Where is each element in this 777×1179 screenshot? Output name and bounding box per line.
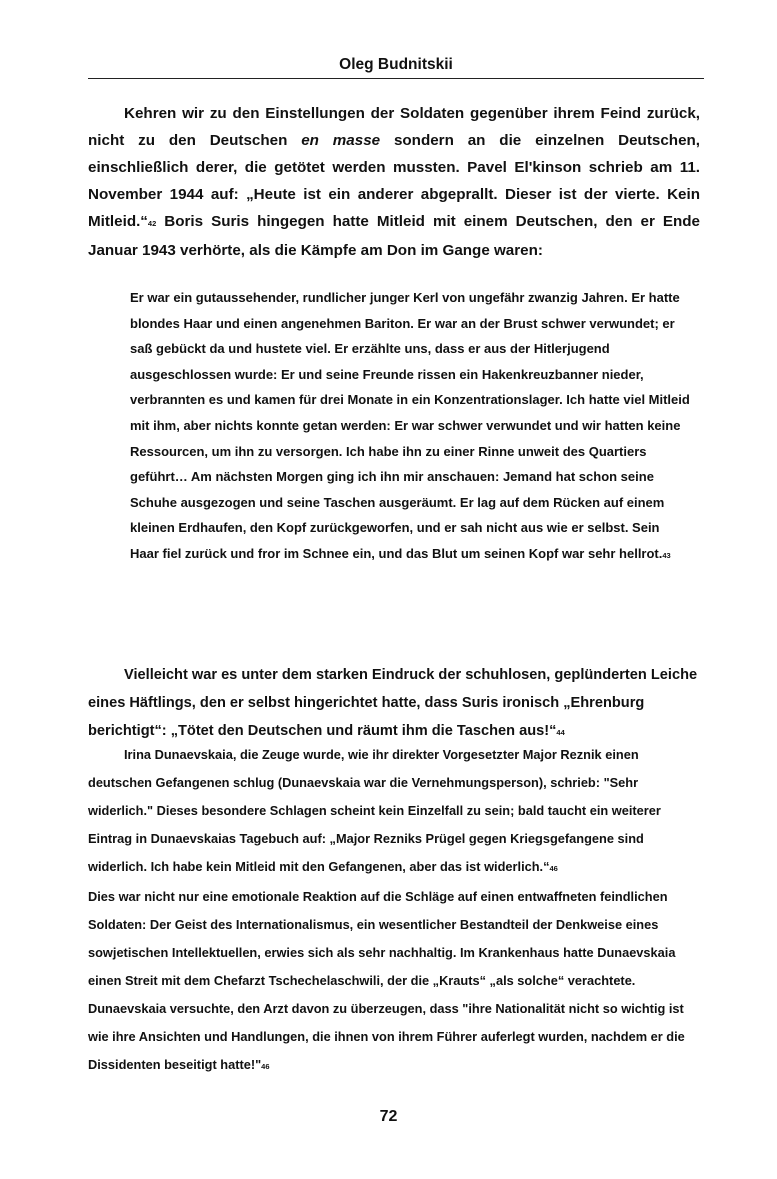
paragraph-2-text (88, 661, 700, 747)
page-header (88, 54, 704, 79)
footnote-ref-44: 44 (556, 728, 565, 737)
quote-body: Er war ein gutaussehender, rundlicher junger Kerl von ungefähr zwanzig Jahren. Er hatte blondes Haar und einen angenehmen Bariton. Er war an der Brust schwer verwundet; er saß gebückt da und hustete viel. Er erzählte uns, dass er aus der Hitlerjugend ausgeschlossen wurde: Er und seine Freunde rissen ein Hakenkreuzbanner nieder, verbrannten es und kamen für drei Monate in ein Konzentrationslager. Ich hatte viel Mitleid mit ihm, aber nichts konnte getan werden: Er war schwer verwundet und wir hatten keine Ressourcen, um ihn zu versorgen. Ich habe ihn zu einer Rinne unweit des Quartiers geführt… Am nächsten Morgen ging ich ihn mir anschauen: Jemand hat schon seine Schuhe ausgezogen und seine Taschen ausgeräumt. Er lag auf dem Rücken auf einem kleinen Erdhaufen, den Kopf zurückgeworfen, und er sah nicht aus wie er selbst. Sein Haar fiel zurück und fror im Schnee ein, und das Blut um seinen Kopf war sehr hellrot. (130, 290, 690, 561)
paragraph-3-body-2: Dies war nicht nur eine emotionale Reaktion auf die Schläge auf einen entwaffneten feindlichen Soldaten: Der Geist des Internationalismus, ein wesentlicher Bestandteil der Denkweise eines sowjetischen Intellektuellen, erwies sich als sehr nachhaltig. Im Krankenhaus hatte Dunaevskaia einen Streit mit dem Chefarzt Tschechelaschwili, der die „Krauts“ „als solche“ verachtete. Dunaevskaia versuchte, den Arzt davon zu überzeugen, dass "ihre Nationalität nicht so wichtig ist wie ihre Ansichten und Handlungen, die ihnen von ihrem Führer auferlegt wurden, nachdem er die Dissidenten beseitigt hatte!" (88, 889, 685, 1072)
block-quote-text (130, 285, 690, 569)
paragraph-1 (88, 100, 700, 264)
paragraph-1-emphasis: en masse (301, 132, 381, 149)
footnote-ref-46a: 46 (549, 864, 558, 873)
block-quote (130, 285, 690, 569)
paragraph-1-part-3: Boris Suris hingegen hatte Mitleid mit einem Deutschen, den er Ende Januar 1943 verhörte, als die Kämpfe am Don im Gange waren: (88, 213, 700, 259)
paragraph-3-text-2 (88, 883, 700, 1081)
paragraph-1-part-1: Kehren wir zu den Einstellungen der Soldaten gegenüber ihrem Feind zurück, nicht zu den Deutschen (88, 105, 700, 149)
paragraph-3 (88, 741, 700, 1081)
paragraph-1-text (88, 100, 700, 264)
page-number: 72 (379, 1108, 398, 1125)
author-name: Oleg Budnitskii (339, 56, 453, 73)
paragraph-2 (88, 661, 700, 747)
paragraph-1-part-2: sondern an die einzelnen Deutschen, einschließlich derer, die getötet werden mussten. Pavel El'kinson schrieb am 11. November 1944 auf: „Heute ist ein anderer abgeprallt. Dieser ist der vierte. Kein Mitleid.“ (88, 132, 701, 230)
paragraph-3-text-1 (88, 741, 700, 883)
paragraph-2-body: Vielleicht war es unter dem starken Eindruck der schuhlosen, geplünderten Leiche eines Häftlings, den er selbst hingerichtet hatte, dass Suris ironisch „Ehrenburg berichtigt“: „Tötet den Deutschen und räumt ihm die Taschen aus!“ (88, 667, 698, 739)
paragraph-3-body-1: Irina Dunaevskaia, die Zeuge wurde, wie ihr direkter Vorgesetzter Major Reznik einen deutschen Gefangenen schlug (Dunaevskaia war die Vernehmungsperson), schrieb: "Sehr widerlich." Dieses besondere Schlagen scheint kein Einzelfall zu sein; bald taucht ein weiterer Eintrag in Dunaevskaias Tagebuch auf: „Major Rezniks Prügel gegen Kriegsgefangene sind widerlich. Ich habe kein Mitleid mit den Gefangenen, aber das ist widerlich.“ (88, 747, 661, 874)
footnote-ref-42: 42 (147, 219, 157, 228)
footnote-ref-46b: 46 (261, 1062, 270, 1071)
footnote-ref-43: 43 (662, 550, 671, 560)
